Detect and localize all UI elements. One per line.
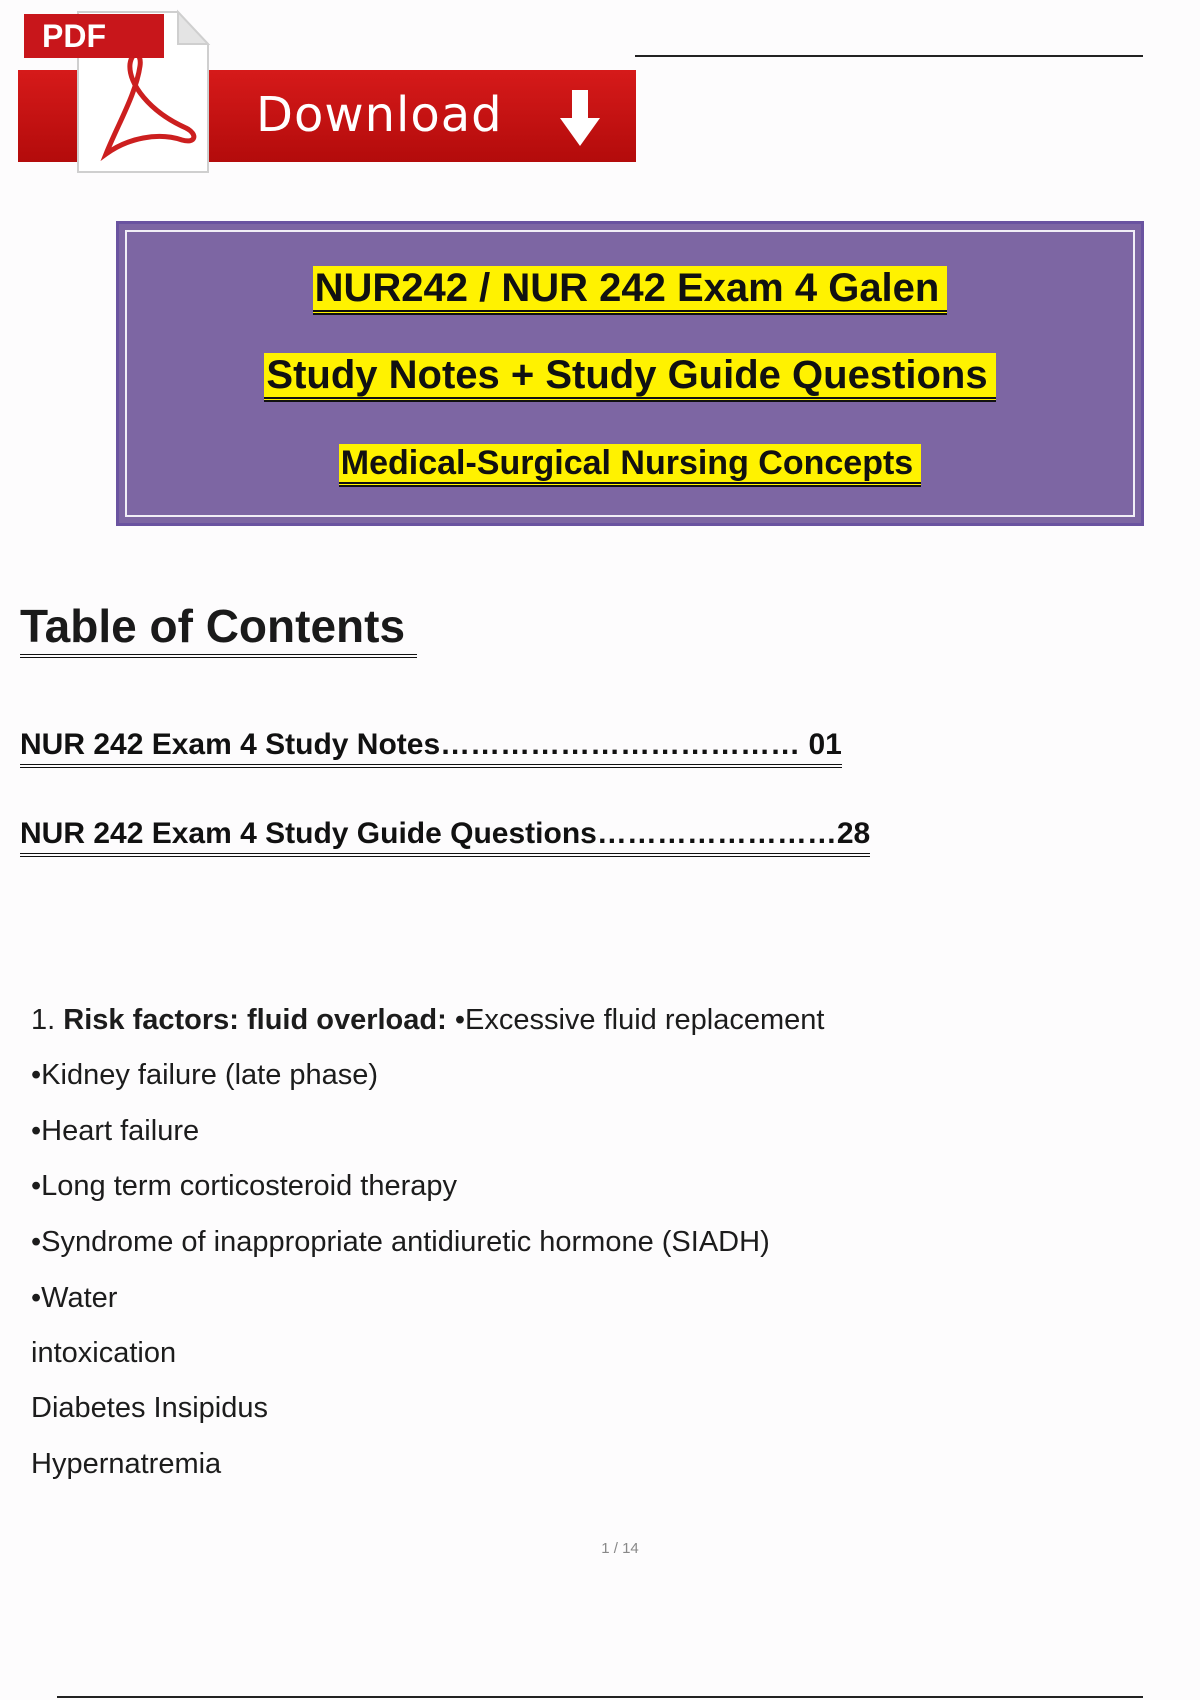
title-line-3: Medical-Surgical Nursing Concepts — [119, 444, 1141, 483]
title-line-2: Study Notes + Study Guide Questions — [119, 353, 1141, 398]
list-item: •Syndrome of inappropriate antidiuretic hormone (SIADH) — [31, 1226, 770, 1258]
bottom-divider — [57, 1696, 1143, 1698]
list-item: •Long term corticosteroid therapy — [31, 1170, 458, 1202]
toc-entry-study-guide-questions[interactable]: NUR 242 Exam 4 Study Guide Questions……………………28 — [20, 815, 870, 857]
item-number: 1. — [31, 1004, 56, 1036]
list-item: intoxication — [31, 1337, 177, 1369]
title-line-1: NUR242 / NUR 242 Exam 4 Galen — [119, 266, 1141, 311]
list-item: •Kidney failure (late phase) — [31, 1059, 379, 1091]
toc-heading: Table of Contents — [20, 598, 417, 658]
item-first-bullet: •Excessive fluid replacement — [454, 1004, 825, 1036]
download-label[interactable]: Download — [256, 87, 503, 143]
list-item — [31, 1004, 824, 1037]
toc-entry-study-notes[interactable]: NUR 242 Exam 4 Study Notes……………………………… 01 — [20, 726, 842, 768]
item-heading: Risk factors: fluid overload: — [63, 1004, 447, 1036]
list-item: Hypernatremia — [31, 1448, 222, 1480]
pdf-tag: PDF — [24, 14, 164, 58]
download-arrow-icon — [556, 88, 604, 148]
list-item: •Water — [31, 1282, 118, 1314]
list-item: Diabetes Insipidus — [31, 1392, 268, 1424]
top-divider — [635, 55, 1143, 57]
document-title-box — [116, 221, 1144, 526]
page-indicator: 1 / 14 — [601, 1540, 639, 1557]
list-item: •Heart failure — [31, 1115, 200, 1147]
pdf-download-banner[interactable] — [18, 4, 636, 176]
